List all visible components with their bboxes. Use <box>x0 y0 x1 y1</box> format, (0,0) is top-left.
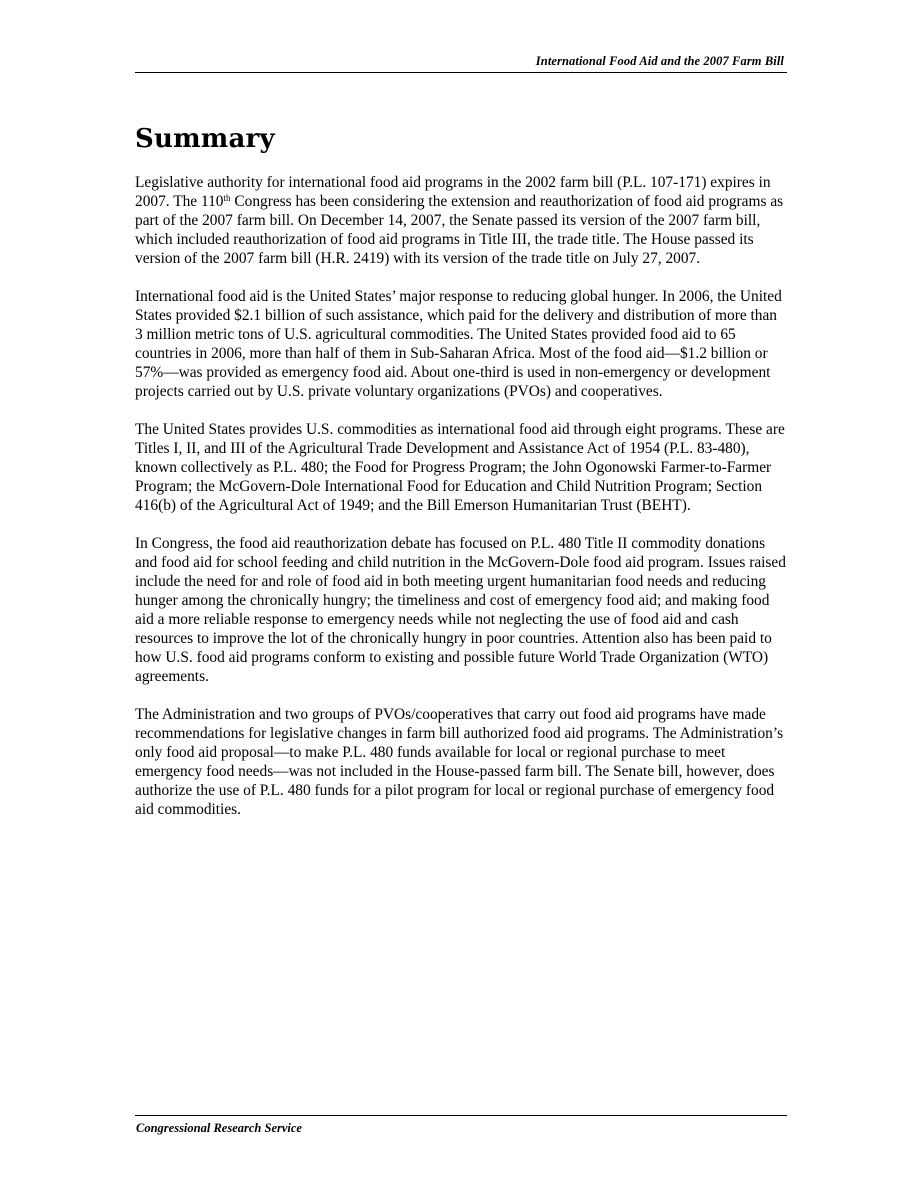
paragraph-5: The Administration and two groups of PVOs/cooperatives that carry out food aid programs have made recommendations for legislative changes in farm bill authorized food aid programs. The Administration’s only food aid proposal—to make P.L. 480 funds available for local or regional purchase to meet emergency food needs—was not included in the House-passed farm bill. The Senate bill, however, does authorize the use of P.L. 480 funds for a pilot program for local or regional purchase of emergency food aid commodities. <box>135 706 784 819</box>
paragraph-4: In Congress, the food aid reauthorization debate has focused on P.L. 480 Title II commodity donations and food aid for school feeding and child nutrition in the McGovern-Dole food aid program. Issues raised include the need for and role of food aid in both meeting urgent humanitarian food needs and reducing hunger among the chronically hungry; the timeliness and cost of emergency food aid; and making food aid a more reliable response to emergency needs while not neglecting the use of food aid and cash resources to improve the lot of the chronically hungry in poor countries. Attention also has been paid to how U.S. food aid programs conform to existing and possible future World Trade Organization (WTO) agreements. <box>135 535 786 686</box>
header-rule <box>135 72 787 73</box>
running-footer: Congressional Research Service <box>136 1121 302 1135</box>
footer-rule <box>135 1115 787 1116</box>
ordinal-superscript: th <box>223 193 231 204</box>
paragraph-2: International food aid is the United States’ major response to reducing global hunger. In 2006, the United States provided $2.1 billion of such assistance, which paid for the delivery and distribution of more than 3 million metric tons of U.S. agricultural commodities. The United States provided food aid to 65 countries in 2006, more than half of them in Sub-Saharan Africa. Most of the food aid—$1.2 billion or 57%—was provided as emergency food aid. About one-third is used in non-emergency or development projects carried out by U.S. private voluntary organizations (PVOs) and cooperatives. <box>135 288 782 401</box>
running-header: International Food Aid and the 2007 Farm Bill <box>535 54 784 68</box>
summary-section <box>135 124 787 838</box>
section-heading: Summary <box>135 124 275 154</box>
paragraph-1-text-b: Congress has been considering the extension and reauthorization of food aid programs as part of the 2007 farm bill. On December 14, 2007, the Senate passed its version of the 2007 farm bill, which included reauthorization of food aid programs in Title III, the trade title. The House passed its version of the 2007 farm bill (H.R. 2419) with its version of the trade title on July 27, 2007. <box>135 193 784 268</box>
paragraph-3: The United States provides U.S. commodities as international food aid through eight programs. These are Titles I, II, and III of the Agricultural Trade Development and Assistance Act of 1954 (P.L. 83-480), known collectively as P.L. 480; the Food for Progress Program; the John Ogonowski Farmer-to-Farmer Program; the McGovern-Dole International Food for Education and Child Nutrition Program; Section 416(b) of the Agricultural Act of 1949; and the Bill Emerson Humanitarian Trust (BEHT). <box>135 421 785 515</box>
paragraph-1 <box>135 173 787 268</box>
paragraph-1-text-a: Legislative authority for international food aid programs in the 2002 farm bill (P.L. 107-171) expires in 2007. The 110 <box>135 174 771 211</box>
